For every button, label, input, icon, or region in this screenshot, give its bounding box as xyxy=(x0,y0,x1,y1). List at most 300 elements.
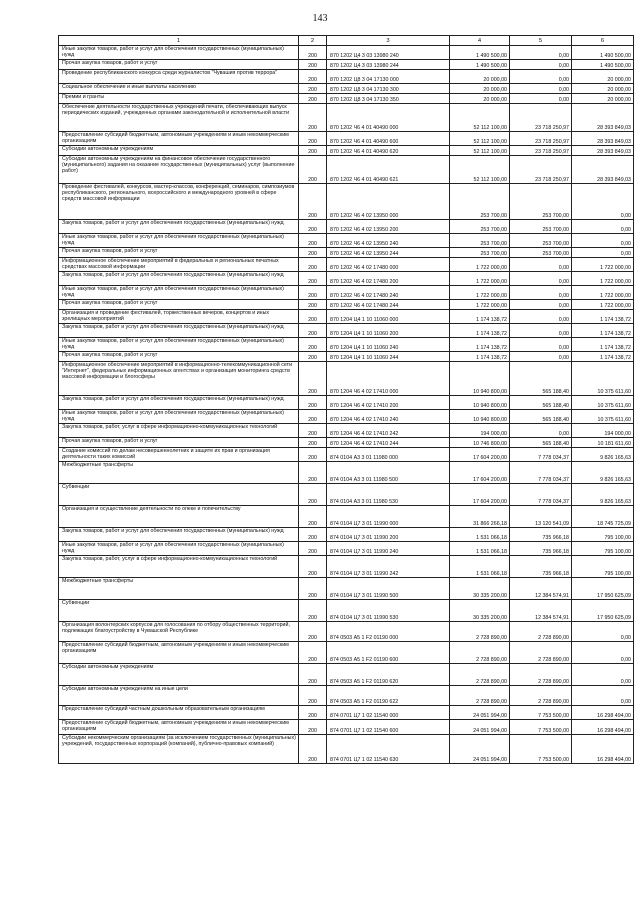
row-column2-cell: 200 xyxy=(299,272,327,286)
table-row xyxy=(59,258,634,272)
row-name-cell: Иные закупки товаров, работ и услуг для обеспечения государственных (муниципальных) нужд xyxy=(59,46,299,60)
row-column2-cell: 200 xyxy=(299,642,327,664)
row-name-cell: Организация и осуществление деятельности по опеке и попечительству xyxy=(59,506,299,528)
row-code-cell: 870 1202 Ч6 4 02 13950 200 xyxy=(327,220,450,234)
row-value2-cell: 565 188,40 xyxy=(510,410,572,424)
row-value2-cell: 565 188,40 xyxy=(510,396,572,410)
row-value3-cell: 0,00 xyxy=(572,622,634,642)
row-name-cell: Предоставление субсидий бюджетным, автономным учреждениям и иным некоммерческим организациям xyxy=(59,720,299,735)
row-value3-cell: 795 100,00 xyxy=(572,542,634,556)
row-value2-cell: 12 384 574,91 xyxy=(510,600,572,622)
row-code-cell: 874 0104 А3 3 01 11980 500 xyxy=(327,462,450,484)
row-code-cell: 870 1202 Ч6 4 02 17480 240 xyxy=(327,286,450,300)
row-code-cell: 870 1204 Ч6 4 02 17410 242 xyxy=(327,424,450,438)
row-value1-cell: 30 335 200,00 xyxy=(450,600,510,622)
row-column2-cell: 200 xyxy=(299,258,327,272)
row-value1-cell: 20 000,00 xyxy=(450,84,510,94)
row-value2-cell: 0,00 xyxy=(510,46,572,60)
row-column2-cell: 200 xyxy=(299,600,327,622)
row-value3-cell: 0,00 xyxy=(572,234,634,248)
table-row xyxy=(59,310,634,324)
row-value2-cell: 23 718 250,97 xyxy=(510,104,572,132)
row-code-cell: 874 0701 Ц7 1 02 11540 000 xyxy=(327,706,450,720)
row-value3-cell: 1 174 138,72 xyxy=(572,352,634,362)
row-name-cell: Прочая закупка товаров, работ и услуг xyxy=(59,438,299,448)
row-name-cell: Субсидии некоммерческим организациям (за исключением государственных (муниципальных) учреждений, государственных корпораций (компаний), публично-правовых компаний) xyxy=(59,735,299,764)
row-code-cell: 870 1202 Ч6 4 01 40490 620 xyxy=(327,146,450,156)
row-value1-cell: 1 722 000,00 xyxy=(450,272,510,286)
row-code-cell: 870 1202 Ц8 3 04 17130 300 xyxy=(327,84,450,94)
row-column2-cell: 200 xyxy=(299,664,327,686)
row-value3-cell: 1 490 500,00 xyxy=(572,60,634,70)
row-name-cell: Предоставление субсидий бюджетным, автономным учреждениям и иным некоммерческим организациям xyxy=(59,642,299,664)
header-cell: 4 xyxy=(450,36,510,46)
row-code-cell: 870 1202 Ч6 4 02 13950 244 xyxy=(327,248,450,258)
table-row xyxy=(59,735,634,764)
table-row xyxy=(59,578,634,600)
row-value3-cell: 20 000,00 xyxy=(572,94,634,104)
table-row xyxy=(59,410,634,424)
row-value1-cell: 52 112 100,00 xyxy=(450,156,510,184)
row-column2-cell: 200 xyxy=(299,132,327,146)
row-value2-cell: 23 718 250,97 xyxy=(510,156,572,184)
row-code-cell: 874 0104 Ц7 3 01 11990 500 xyxy=(327,578,450,600)
row-value2-cell: 253 700,00 xyxy=(510,220,572,234)
row-value2-cell: 0,00 xyxy=(510,272,572,286)
table-row xyxy=(59,600,634,622)
row-value3-cell: 0,00 xyxy=(572,686,634,706)
row-name-cell: Социальное обеспечение и иные выплаты населению xyxy=(59,84,299,94)
row-value3-cell: 0,00 xyxy=(572,220,634,234)
header-cell: 2 xyxy=(299,36,327,46)
row-value3-cell: 16 298 494,00 xyxy=(572,706,634,720)
row-column2-cell: 200 xyxy=(299,46,327,60)
row-name-cell: Создание комиссий по делам несовершеннолетних и защите их прав и организация деятельности таких комиссий xyxy=(59,448,299,462)
row-code-cell: 874 0104 Ц7 3 01 11990 530 xyxy=(327,600,450,622)
row-code-cell: 870 1202 Ч6 4 01 40490 621 xyxy=(327,156,450,184)
row-value3-cell: 0,00 xyxy=(572,248,634,258)
row-value3-cell: 0,00 xyxy=(572,184,634,220)
row-value2-cell: 253 700,00 xyxy=(510,248,572,258)
row-value1-cell: 10 746 800,00 xyxy=(450,438,510,448)
row-name-cell: Иные закупки товаров, работ и услуг для обеспечения государственных (муниципальных) нужд xyxy=(59,338,299,352)
row-name-cell: Субсидии автономным учреждениям xyxy=(59,664,299,686)
row-code-cell: 874 0701 Ц7 1 02 11540 630 xyxy=(327,735,450,764)
row-value3-cell: 10 375 611,60 xyxy=(572,396,634,410)
row-name-cell: Иные закупки товаров, работ и услуг для обеспечения государственных (муниципальных) нужд xyxy=(59,286,299,300)
row-value1-cell: 2 728 890,00 xyxy=(450,686,510,706)
row-name-cell: Закупка товаров, работ и услуг для обеспечения государственных (муниципальных) нужд xyxy=(59,324,299,338)
row-value3-cell: 795 100,00 xyxy=(572,528,634,542)
row-value2-cell: 0,00 xyxy=(510,286,572,300)
row-value2-cell: 7 753 500,00 xyxy=(510,720,572,735)
row-column2-cell: 200 xyxy=(299,528,327,542)
row-column2-cell: 200 xyxy=(299,506,327,528)
row-code-cell: 874 0104 Ц7 3 01 11990 000 xyxy=(327,506,450,528)
table-row xyxy=(59,642,634,664)
table-row xyxy=(59,462,634,484)
row-column2-cell: 200 xyxy=(299,424,327,438)
row-column2-cell: 200 xyxy=(299,352,327,362)
row-value3-cell: 17 950 625,09 xyxy=(572,600,634,622)
row-value2-cell: 0,00 xyxy=(510,300,572,310)
row-value2-cell: 13 120 541,09 xyxy=(510,506,572,528)
row-value1-cell: 1 722 000,00 xyxy=(450,300,510,310)
row-column2-cell: 200 xyxy=(299,462,327,484)
table-row xyxy=(59,542,634,556)
row-column2-cell: 200 xyxy=(299,720,327,735)
row-code-cell: 870 1204 Ц4 1 10 11060 244 xyxy=(327,352,450,362)
table-row xyxy=(59,184,634,220)
row-value3-cell: 9 826 165,63 xyxy=(572,448,634,462)
row-value2-cell: 2 728 890,00 xyxy=(510,686,572,706)
row-value1-cell: 1 174 138,72 xyxy=(450,352,510,362)
row-value2-cell: 0,00 xyxy=(510,352,572,362)
row-name-cell: Субвенции xyxy=(59,600,299,622)
row-value1-cell: 10 940 800,00 xyxy=(450,410,510,424)
row-value1-cell: 31 866 266,18 xyxy=(450,506,510,528)
row-code-cell: 870 1202 Ч6 4 01 40490 600 xyxy=(327,132,450,146)
table-row xyxy=(59,622,634,642)
row-value1-cell: 253 700,00 xyxy=(450,220,510,234)
row-code-cell: 874 0503 А5 1 F2 01190 620 xyxy=(327,664,450,686)
row-value2-cell: 0,00 xyxy=(510,94,572,104)
row-code-cell: 874 0104 А3 3 01 11980 530 xyxy=(327,484,450,506)
row-column2-cell: 200 xyxy=(299,324,327,338)
row-name-cell: Закупка товаров, работ и услуг для обеспечения государственных (муниципальных) нужд xyxy=(59,272,299,286)
row-name-cell: Закупка товаров, работ, услуг в сфере информационно-коммуникационных технологий xyxy=(59,424,299,438)
row-name-cell: Организация и проведение фестивалей, торжественных вечеров, концертов и иных зрелищных мероприятий xyxy=(59,310,299,324)
row-column2-cell: 200 xyxy=(299,542,327,556)
table-row xyxy=(59,362,634,396)
row-code-cell: 874 0104 А3 3 01 11980 000 xyxy=(327,448,450,462)
row-value3-cell: 10 375 611,60 xyxy=(572,362,634,396)
row-value3-cell: 1 174 138,72 xyxy=(572,310,634,324)
row-value3-cell: 795 100,00 xyxy=(572,556,634,578)
row-value1-cell: 52 112 100,00 xyxy=(450,132,510,146)
table-row xyxy=(59,338,634,352)
row-value3-cell: 0,00 xyxy=(572,642,634,664)
row-value3-cell: 1 722 000,00 xyxy=(572,272,634,286)
header-cell: 1 xyxy=(59,36,299,46)
table-row xyxy=(59,528,634,542)
row-value1-cell: 24 051 994,00 xyxy=(450,706,510,720)
row-code-cell: 874 0503 А5 1 F2 01190 000 xyxy=(327,622,450,642)
row-code-cell: 870 1202 Ц4 3 03 13980 240 xyxy=(327,46,450,60)
row-name-cell: Закупка товаров, работ и услуг для обеспечения государственных (муниципальных) нужд xyxy=(59,528,299,542)
table-row xyxy=(59,706,634,720)
row-value1-cell: 194 000,00 xyxy=(450,424,510,438)
row-code-cell: 870 1204 Ч6 4 02 17410 000 xyxy=(327,362,450,396)
table-row xyxy=(59,156,634,184)
row-value1-cell: 24 051 994,00 xyxy=(450,720,510,735)
row-value2-cell: 7 778 034,37 xyxy=(510,462,572,484)
row-name-cell: Субвенции xyxy=(59,484,299,506)
table-row xyxy=(59,286,634,300)
row-name-cell: Обеспечение деятельности государственных учреждений печати, обеспечивающих выпуск периодических изданий, учрежденных органами законодательной и исполнительной власти xyxy=(59,104,299,132)
table-row xyxy=(59,146,634,156)
row-value3-cell: 1 722 000,00 xyxy=(572,258,634,272)
table-row xyxy=(59,94,634,104)
row-value1-cell: 253 700,00 xyxy=(450,234,510,248)
row-value2-cell: 735 966,18 xyxy=(510,542,572,556)
row-code-cell: 870 1202 Ц8 3 04 17130 350 xyxy=(327,94,450,104)
row-name-cell: Межбюджетные трансферты xyxy=(59,462,299,484)
row-value1-cell: 20 000,00 xyxy=(450,70,510,84)
row-value3-cell: 28 393 849,03 xyxy=(572,156,634,184)
table-row xyxy=(59,686,634,706)
row-code-cell: 874 0701 Ц7 1 02 11540 600 xyxy=(327,720,450,735)
row-value1-cell: 2 728 890,00 xyxy=(450,664,510,686)
row-value1-cell: 2 728 890,00 xyxy=(450,642,510,664)
row-value3-cell: 9 826 165,63 xyxy=(572,462,634,484)
row-name-cell: Премии и гранты xyxy=(59,94,299,104)
row-value2-cell: 7 778 034,37 xyxy=(510,448,572,462)
row-value2-cell: 0,00 xyxy=(510,70,572,84)
row-value3-cell: 16 298 494,00 xyxy=(572,735,634,764)
row-column2-cell: 200 xyxy=(299,438,327,448)
row-name-cell: Субсидии автономным учреждениям на иные цели xyxy=(59,686,299,706)
row-column2-cell: 200 xyxy=(299,706,327,720)
row-column2-cell: 200 xyxy=(299,234,327,248)
row-value3-cell: 1 722 000,00 xyxy=(572,286,634,300)
row-code-cell: 870 1204 Ч6 4 02 17410 200 xyxy=(327,396,450,410)
row-value3-cell: 9 826 165,63 xyxy=(572,484,634,506)
row-code-cell: 870 1202 Ч6 4 02 17480 000 xyxy=(327,258,450,272)
row-value2-cell: 565 188,40 xyxy=(510,438,572,448)
row-value3-cell: 18 745 725,09 xyxy=(572,506,634,528)
row-name-cell: Прочая закупка товаров, работ и услуг xyxy=(59,60,299,70)
row-value3-cell: 28 393 849,03 xyxy=(572,132,634,146)
row-code-cell: 870 1202 Ч6 4 02 13950 000 xyxy=(327,184,450,220)
header-cell: 6 xyxy=(572,36,634,46)
row-value3-cell: 16 298 494,00 xyxy=(572,720,634,735)
row-value3-cell: 20 000,00 xyxy=(572,84,634,94)
row-value3-cell: 17 950 625,09 xyxy=(572,578,634,600)
row-code-cell: 870 1202 Ч6 4 02 17480 244 xyxy=(327,300,450,310)
table-row xyxy=(59,664,634,686)
row-value2-cell: 2 728 890,00 xyxy=(510,664,572,686)
row-value2-cell: 7 778 034,37 xyxy=(510,484,572,506)
row-value2-cell: 565 188,40 xyxy=(510,362,572,396)
row-value3-cell: 0,00 xyxy=(572,664,634,686)
row-value1-cell: 1 531 066,18 xyxy=(450,556,510,578)
row-value2-cell: 0,00 xyxy=(510,324,572,338)
row-value1-cell: 1 490 500,00 xyxy=(450,46,510,60)
row-name-cell: Закупка товаров, работ и услуг для обеспечения государственных (муниципальных) нужд xyxy=(59,220,299,234)
table-row xyxy=(59,234,634,248)
row-column2-cell: 200 xyxy=(299,484,327,506)
row-value2-cell: 253 700,00 xyxy=(510,234,572,248)
row-value2-cell: 0,00 xyxy=(510,60,572,70)
row-value3-cell: 194 000,00 xyxy=(572,424,634,438)
row-code-cell: 874 0104 Ц7 3 01 11990 240 xyxy=(327,542,450,556)
row-value1-cell: 2 728 890,00 xyxy=(450,622,510,642)
row-name-cell: Информационное обеспечение мероприятий в информационно-телекоммуникационной сети "Интернет", федеральных информационных агентствах и организация мониторинга средств массовой информации и блогосферы xyxy=(59,362,299,396)
header-cell: 3 xyxy=(327,36,450,46)
table-row xyxy=(59,720,634,735)
table-row xyxy=(59,104,634,132)
row-column2-cell: 200 xyxy=(299,286,327,300)
row-column2-cell: 200 xyxy=(299,248,327,258)
row-column2-cell: 200 xyxy=(299,735,327,764)
row-value3-cell: 10 375 611,60 xyxy=(572,410,634,424)
row-column2-cell: 200 xyxy=(299,362,327,396)
row-value1-cell: 1 174 138,72 xyxy=(450,324,510,338)
row-column2-cell: 200 xyxy=(299,686,327,706)
row-name-cell: Субсидии автономным учреждениям xyxy=(59,146,299,156)
row-value1-cell: 17 604 200,00 xyxy=(450,448,510,462)
row-value2-cell: 23 718 250,97 xyxy=(510,146,572,156)
row-code-cell: 874 0503 А5 1 F2 01190 622 xyxy=(327,686,450,706)
row-value1-cell: 1 174 138,72 xyxy=(450,338,510,352)
table-row xyxy=(59,84,634,94)
row-value3-cell: 28 393 849,03 xyxy=(572,104,634,132)
row-code-cell: 870 1202 Ч6 4 01 40490 000 xyxy=(327,104,450,132)
table-row xyxy=(59,220,634,234)
table-row xyxy=(59,248,634,258)
row-name-cell: Предоставление субсидий бюджетным, автономным учреждениям и иным некоммерческим организациям xyxy=(59,132,299,146)
row-value1-cell: 24 051 994,00 xyxy=(450,735,510,764)
row-name-cell: Иные закупки товаров, работ и услуг для обеспечения государственных (муниципальных) нужд xyxy=(59,410,299,424)
table-row xyxy=(59,438,634,448)
row-name-cell: Закупка товаров, работ и услуг для обеспечения государственных (муниципальных) нужд xyxy=(59,396,299,410)
row-column2-cell: 200 xyxy=(299,410,327,424)
row-name-cell: Организация волонтерских корпусов для голосования по отбору общественных территорий, подлежащих благоустройству в Чувашской Республике xyxy=(59,622,299,642)
row-name-cell: Субсидии автономным учреждениям на финансовое обеспечение государственного (муниципального) задания на оказание государственных (муниципальных) услуг (выполнение работ) xyxy=(59,156,299,184)
row-value3-cell: 10 181 611,60 xyxy=(572,438,634,448)
table-row xyxy=(59,352,634,362)
row-name-cell: Иные закупки товаров, работ и услуг для обеспечения государственных (муниципальных) нужд xyxy=(59,234,299,248)
header-cell: 5 xyxy=(510,36,572,46)
row-column2-cell: 200 xyxy=(299,156,327,184)
row-value2-cell: 23 718 250,97 xyxy=(510,132,572,146)
table-row xyxy=(59,132,634,146)
row-value1-cell: 1 722 000,00 xyxy=(450,286,510,300)
row-value1-cell: 1 174 138,72 xyxy=(450,310,510,324)
row-name-cell: Информационное обеспечение мероприятий в федеральных и региональных печатных средствах массовой информации xyxy=(59,258,299,272)
row-code-cell: 874 0104 Ц7 3 01 11990 200 xyxy=(327,528,450,542)
row-value2-cell: 7 753 500,00 xyxy=(510,706,572,720)
row-column2-cell: 200 xyxy=(299,70,327,84)
table-row xyxy=(59,324,634,338)
row-value2-cell: 12 384 574,91 xyxy=(510,578,572,600)
row-column2-cell: 200 xyxy=(299,300,327,310)
row-value1-cell: 17 604 200,00 xyxy=(450,484,510,506)
row-column2-cell: 200 xyxy=(299,184,327,220)
row-value3-cell: 1 174 138,72 xyxy=(572,338,634,352)
row-value3-cell: 20 000,00 xyxy=(572,70,634,84)
table-row xyxy=(59,60,634,70)
budget-table xyxy=(58,35,634,764)
row-value1-cell: 52 112 100,00 xyxy=(450,146,510,156)
row-value1-cell: 20 000,00 xyxy=(450,94,510,104)
row-value1-cell: 1 722 000,00 xyxy=(450,258,510,272)
row-value3-cell: 1 490 500,00 xyxy=(572,46,634,60)
row-value1-cell: 1 490 500,00 xyxy=(450,60,510,70)
row-code-cell: 870 1202 Ч6 4 02 13950 240 xyxy=(327,234,450,248)
table-row xyxy=(59,70,634,84)
row-name-cell: Проведение фестивалей, конкурсов, мастер-классов, конференций, семинаров, симпозиумов республиканского, регионального, всероссийского и международного уровней в сфере средств массовой информации xyxy=(59,184,299,220)
row-value3-cell: 1 174 138,72 xyxy=(572,324,634,338)
table-row xyxy=(59,448,634,462)
row-name-cell: Межбюджетные трансферты xyxy=(59,578,299,600)
row-value1-cell: 1 531 066,18 xyxy=(450,528,510,542)
row-code-cell: 870 1202 Ч6 4 02 17480 200 xyxy=(327,272,450,286)
table-row xyxy=(59,556,634,578)
row-value2-cell: 2 728 890,00 xyxy=(510,622,572,642)
row-column2-cell: 200 xyxy=(299,622,327,642)
row-value3-cell: 28 393 849,03 xyxy=(572,146,634,156)
row-value2-cell: 735 966,18 xyxy=(510,556,572,578)
row-name-cell: Закупка товаров, работ, услуг в сфере информационно-коммуникационных технологий xyxy=(59,556,299,578)
row-column2-cell: 200 xyxy=(299,556,327,578)
row-value2-cell: 735 966,18 xyxy=(510,528,572,542)
row-value2-cell: 0,00 xyxy=(510,258,572,272)
row-column2-cell: 200 xyxy=(299,84,327,94)
row-column2-cell: 200 xyxy=(299,396,327,410)
row-code-cell: 870 1202 Ц8 3 04 17130 000 xyxy=(327,70,450,84)
row-value1-cell: 253 700,00 xyxy=(450,248,510,258)
row-code-cell: 874 0104 Ц7 3 01 11990 242 xyxy=(327,556,450,578)
row-value1-cell: 10 940 800,00 xyxy=(450,362,510,396)
row-value2-cell: 0,00 xyxy=(510,338,572,352)
row-value3-cell: 1 722 000,00 xyxy=(572,300,634,310)
row-name-cell: Иные закупки товаров, работ и услуг для обеспечения государственных (муниципальных) нужд xyxy=(59,542,299,556)
table-row xyxy=(59,484,634,506)
row-value1-cell: 52 112 100,00 xyxy=(450,104,510,132)
row-name-cell: Предоставление субсидий частным дошкольным образовательным организациям xyxy=(59,706,299,720)
row-column2-cell: 200 xyxy=(299,338,327,352)
row-column2-cell: 200 xyxy=(299,310,327,324)
row-column2-cell: 200 xyxy=(299,448,327,462)
row-name-cell: Проведение республиканского конкурса среди журналистов "Чувашия против террора" xyxy=(59,70,299,84)
table-row xyxy=(59,396,634,410)
row-code-cell: 870 1204 Ч6 4 02 17410 240 xyxy=(327,410,450,424)
row-code-cell: 870 1204 Ц4 1 10 11060 000 xyxy=(327,310,450,324)
row-code-cell: 870 1204 Ц4 1 10 11060 240 xyxy=(327,338,450,352)
row-code-cell: 874 0503 А5 1 F2 01190 600 xyxy=(327,642,450,664)
row-value2-cell: 2 728 890,00 xyxy=(510,642,572,664)
row-value2-cell: 253 700,00 xyxy=(510,184,572,220)
row-column2-cell: 200 xyxy=(299,60,327,70)
row-value1-cell: 1 531 066,18 xyxy=(450,542,510,556)
table-row xyxy=(59,300,634,310)
row-name-cell: Прочая закупка товаров, работ и услуг xyxy=(59,352,299,362)
row-name-cell: Прочая закупка товаров, работ и услуг xyxy=(59,248,299,258)
row-code-cell: 870 1204 Ц4 1 10 11060 200 xyxy=(327,324,450,338)
row-value2-cell: 0,00 xyxy=(510,84,572,94)
table-row xyxy=(59,46,634,60)
row-value2-cell: 7 753 500,00 xyxy=(510,735,572,764)
row-column2-cell: 200 xyxy=(299,94,327,104)
table-header-row xyxy=(59,36,634,46)
row-value1-cell: 253 700,00 xyxy=(450,184,510,220)
table-row xyxy=(59,272,634,286)
row-column2-cell: 200 xyxy=(299,220,327,234)
row-column2-cell: 200 xyxy=(299,104,327,132)
row-code-cell: 870 1204 Ч6 4 02 17410 244 xyxy=(327,438,450,448)
row-value1-cell: 17 604 200,00 xyxy=(450,462,510,484)
row-value1-cell: 10 940 800,00 xyxy=(450,396,510,410)
row-value2-cell: 0,00 xyxy=(510,310,572,324)
row-column2-cell: 200 xyxy=(299,146,327,156)
table-row xyxy=(59,506,634,528)
row-value1-cell: 30 335 200,00 xyxy=(450,578,510,600)
row-name-cell: Прочая закупка товаров, работ и услуг xyxy=(59,300,299,310)
table-row xyxy=(59,424,634,438)
row-value2-cell: 0,00 xyxy=(510,424,572,438)
